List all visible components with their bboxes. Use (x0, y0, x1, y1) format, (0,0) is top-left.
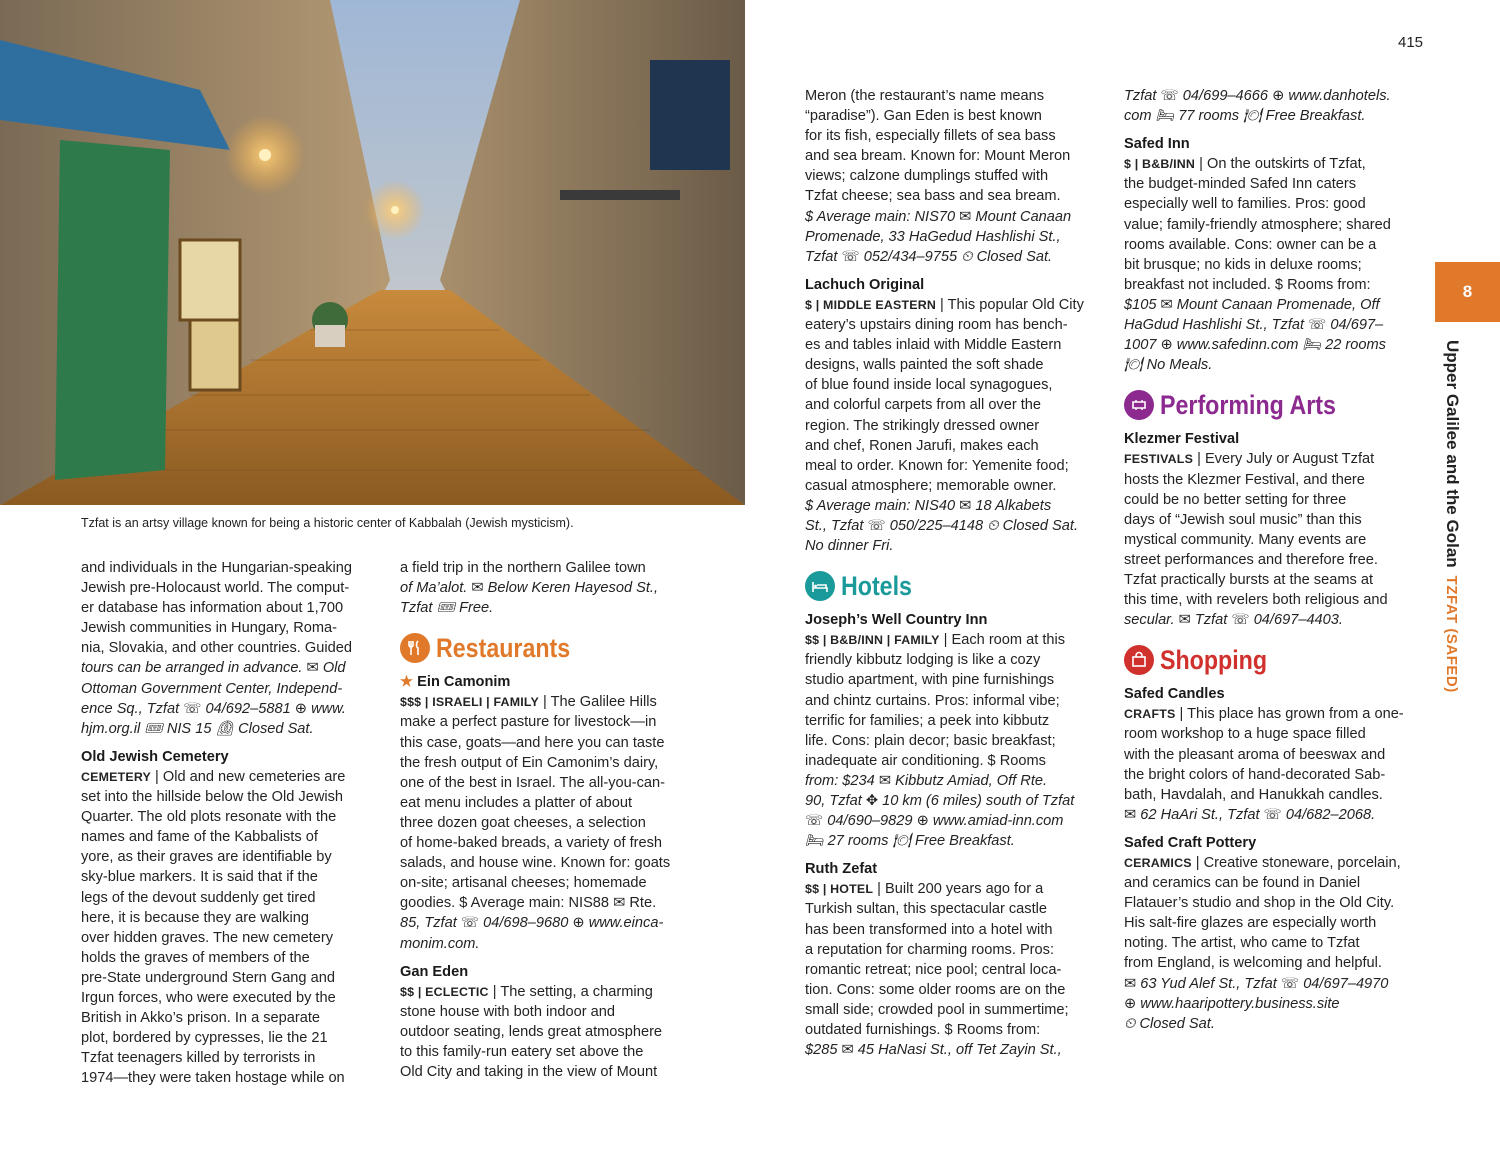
entry-tag: CRAFTS (1124, 707, 1176, 722)
text-line: stone house with both indoor and (400, 1003, 616, 1020)
text-line: of Ma’alot. ✉ Below Keren Hayesod St., (400, 580, 659, 597)
text-line: | This popular Old City (936, 296, 1084, 313)
text-line: region. The strikingly dressed owner (805, 417, 1040, 434)
text-line: plot, bordered by cypresses, lie the 21 (81, 1030, 328, 1047)
entry-tag: $ | B&B/INN (1124, 157, 1196, 172)
text-line: outdated furnishings. $ Rooms from: (805, 1022, 1041, 1039)
text-line: Promenade, 33 HaGedud Hashlishi St., (805, 228, 1061, 245)
text-line: romantic retreat; nice pool; central loca- (805, 961, 1062, 978)
text-line: pre-State underground Stern Gang and (81, 969, 335, 986)
text-line: Old City and taking in the view of Mount (400, 1064, 658, 1081)
text-line: bath, Havdalah, and Hanukkah candles. (1124, 786, 1383, 803)
entry-name-gan-eden: Gan Eden (400, 963, 469, 980)
text-line: meal to order. Known for: Yemenite food; (805, 457, 1069, 474)
entry-name-safed-candles: Safed Candles (1124, 686, 1225, 703)
text-line: hjm.org.il 🎟 NIS 15 ⏲ Closed Sat. (81, 720, 314, 737)
text-line: for its fish, especially fillets of sea bass (805, 128, 1056, 145)
entry-name-safed-craft-pottery: Safed Craft Pottery (1124, 834, 1257, 851)
entry-name-josephs-well: Joseph’s Well Country Inn (805, 612, 988, 629)
text-line: value; family-friendly atmosphere; shared (1124, 216, 1391, 233)
section-title: Restaurants (436, 633, 571, 664)
section-title: Hotels (841, 571, 912, 602)
text-line: inadequate air conditioning. $ Rooms (805, 752, 1046, 769)
text-line: small side; crowded pool in summertime; (805, 1001, 1069, 1018)
text-line: | Creative stoneware, porcelain, (1191, 855, 1401, 871)
text-line: of blue found inside local synagogues, (805, 377, 1053, 394)
text-line: monim.com. (400, 935, 480, 952)
text-line: $105 ✉ Mount Canaan Promenade, Off (1124, 296, 1380, 313)
column-3 (805, 86, 1105, 1060)
text-line: with the pleasant aroma of beeswax and (1124, 746, 1386, 763)
text-line: holds the graves of members of the (81, 949, 310, 966)
text-line: British in Akko’s prison. In a separate (81, 1010, 321, 1027)
text-line: HaGdud Hashlishi St., Tzfat ☏ 04/697– (1124, 317, 1384, 334)
text-line: ence Sq., Tzfat ☏ 04/692–5881 ⊕ www. (81, 700, 346, 717)
entry-tag: FESTIVALS (1124, 452, 1194, 467)
entry-tag: CERAMICS (1124, 856, 1192, 870)
text-line: yore, as their graves are identifiable by (81, 849, 332, 866)
text-line: | Old and new cemeteries are (150, 768, 346, 785)
text-line: could be no better setting for three (1124, 491, 1347, 508)
text-line: | This place has grown from a one- (1175, 706, 1404, 723)
text-line: Quarter. The old plots resonate with the (81, 809, 337, 826)
entry-name-lachuch-original: Lachuch Original (805, 276, 925, 293)
text-line: Tzfat cheese; sea bass and sea bream. (805, 188, 1061, 205)
text-line: over hidden graves. The new cemetery (81, 929, 334, 946)
text-line: and chintz curtains. Pros: informal vibe; (805, 692, 1060, 709)
text-line: three dozen goat cheeses, a selection (400, 814, 646, 831)
section-header-hotels (805, 566, 1105, 606)
text-line: tours can be arranged in advance. ✉ Old (81, 660, 346, 677)
text-line: room workshop to a huge space filled (1124, 726, 1366, 743)
text-line: casual atmosphere; memorable owner. (805, 477, 1057, 494)
text-line: has been transformed into a hotel with (805, 921, 1053, 938)
chapter-subtitle: TZFAT (SAFED) (1443, 575, 1460, 693)
entry-name-klezmer-festival: Klezmer Festival (1124, 431, 1240, 448)
text-line: on-site; artisanal cheeses; homemade (400, 875, 647, 892)
text-line: | Every July or August Tzfat (1193, 451, 1375, 468)
text-line: Flatauer’s studio and shop in the Old City. (1124, 895, 1395, 912)
text-line: 1007 ⊕ www.safedinn.com 🛏 22 rooms (1124, 337, 1386, 354)
text-line: hosts the Klezmer Festival, and there (1124, 471, 1365, 488)
shopping-bag-icon (1124, 645, 1154, 675)
column-2 (400, 558, 700, 1082)
text-line: 🍽 No Meals. (1124, 357, 1213, 374)
text-line: sky-blue markers. It is said that if the (81, 869, 318, 886)
text-line: and ceramics can be found in Daniel (1124, 875, 1361, 892)
text-line: Meron (the restaurant’s name means (805, 88, 1045, 104)
text-line: especially well to families. Pros: good (1124, 196, 1366, 213)
entry-tag: $$ | ECLECTIC (400, 984, 489, 999)
text-line: ⏲ Closed Sat. (1124, 1015, 1215, 1032)
text-line: Tzfat ☏ 052/434–9755 ⏲ Closed Sat. (805, 248, 1053, 265)
text-line: 1974—they were taken hostage while on (81, 1070, 345, 1087)
text-line: terrific for families; a peek into kibbutz (805, 712, 1050, 729)
restaurant-icon (400, 633, 430, 663)
entry-tag: $ | MIDDLE EASTERN (805, 297, 936, 312)
text-line: bit brusque; no kids in deluxe rooms; (1124, 256, 1362, 273)
text-line: $ Average main: NIS40 ✉ 18 Alkabets (805, 497, 1052, 514)
text-line: | Built 200 years ago for a (873, 881, 1044, 898)
text-line: Turkish sultan, this spectacular castle (805, 901, 1047, 918)
text-line: | The setting, a charming (488, 983, 653, 1000)
star-icon: ★ (400, 674, 414, 691)
text-line: legs of the devout suddenly get tired (81, 889, 316, 906)
text-line: views; calzone dumplings stuffed with (805, 168, 1049, 185)
text-line: Tzfat practically bursts at the seams at (1124, 571, 1373, 588)
text-line: | Each room at this (939, 632, 1066, 649)
text-line: names and fame of the Kabbalists of (81, 829, 318, 846)
section-header-shopping (1124, 640, 1424, 680)
text-line: designs, walls painted the soft shade (805, 357, 1044, 374)
text-line: life. Cons: plain decor; basic breakfast; (805, 732, 1056, 749)
text-line: breakfast not included. $ Rooms from: (1124, 276, 1371, 293)
text-line: and individuals in the Hungarian-speaking (81, 560, 352, 576)
entry-name-ruth-zefat: Ruth Zefat (805, 861, 878, 878)
chapter-number-tab: 8 (1435, 262, 1500, 322)
text-line: here, it is because they are walking (81, 909, 309, 926)
text-line: this time, with revelers both religious and (1124, 592, 1388, 609)
text-line: ⊕ www.haaripottery.business.site (1124, 995, 1340, 1012)
text-line: Tzfat 🎟 Free. (400, 600, 494, 617)
text-line: His salt-fire glazes are especially worth (1124, 915, 1377, 932)
text-line: eat menu includes a platter of about (400, 794, 633, 811)
text-line: and chef, Ronen Jarufi, makes each (805, 437, 1039, 454)
section-title: Performing Arts (1160, 390, 1336, 421)
entry-tag: $$ | B&B/INN | FAMILY (805, 633, 940, 648)
text-line: nia, Slovakia, and other countries. Guided (81, 640, 352, 657)
text-line: the budget-minded Safed Inn caters (1124, 176, 1357, 193)
text-line: days of “Jewish soul music” than this (1124, 511, 1362, 528)
text-line: a reputation for charming rooms. Pros: (805, 941, 1055, 958)
text-line: Tzfat teenagers killed by terrorists in (81, 1050, 316, 1067)
text-line: com 🛏 77 rooms 🍽 Free Breakfast. (1124, 108, 1366, 125)
entry-tag: CEMETERY (81, 769, 151, 784)
text-line: set into the hillside below the Old Jewish (81, 789, 344, 806)
text-line: one of the best in Israel. The all-you-can- (400, 774, 665, 791)
text-line: Tzfat ☏ 04/699–4666 ⊕ www.danhotels. (1124, 88, 1391, 104)
text-line: eatery’s upstairs dining room has bench- (805, 317, 1068, 334)
entry-tag: $$$ | ISRAELI | FAMILY (400, 695, 539, 710)
text-line: ✉ 63 Yud Alef St., Tzfat ☏ 04/697–4970 (1124, 975, 1389, 992)
text-line: from: $234 ✉ Kibbutz Amiad, Off Rte. (805, 772, 1048, 789)
text-line: ☏ 04/690–9829 ⊕ www.amiad-inn.com (805, 813, 1064, 830)
entry-name-safed-inn: Safed Inn (1124, 136, 1190, 153)
text-line: 🛏 27 rooms 🍽 Free Breakfast. (805, 833, 1015, 850)
text-line: $ Average main: NIS70 ✉ Mount Canaan (805, 208, 1072, 225)
text-line: $285 ✉ 45 HaNasi St., off Tet Zayin St., (805, 1042, 1062, 1059)
text-line: tion. Cons: some older rooms are on the (805, 981, 1066, 998)
text-line: of home-baked breads, a variety of fresh (400, 835, 663, 852)
text-line: St., Tzfat ☏ 050/225–4148 ⏲ Closed Sat. (805, 517, 1079, 534)
text-line: Jewish communities in Hungary, Roma- (81, 620, 338, 637)
text-line: friendly kibbutz lodging is like a cozy (805, 652, 1041, 669)
photo-caption: Tzfat is an artsy village known for being a historic center of Kabbalah (Jewish mysticism). (81, 516, 574, 530)
entry-name-ein-camonim: ★ Ein Camonim (400, 674, 511, 691)
section-title: Shopping (1160, 645, 1268, 676)
entry-tag: $$ | HOTEL (805, 882, 874, 897)
text-line: Irgun forces, who were executed by the (81, 989, 336, 1006)
text-line: noting. The artist, who came to Tzfat (1124, 935, 1360, 952)
bed-icon (805, 571, 835, 601)
text-line: rooms available. Cons: owner can be a (1124, 236, 1377, 253)
section-header-restaurants (400, 628, 700, 668)
text-line: the bright colors of hand-decorated Sab- (1124, 766, 1386, 783)
text-line: Jewish pre-Holocaust world. The comput- (81, 580, 350, 597)
text-line: ✉ 62 HaAri St., Tzfat ☏ 04/682–2068. (1124, 806, 1376, 823)
text-line: mystical community. Many events are (1124, 531, 1367, 548)
entry-name-old-jewish-cemetery: Old Jewish Cemetery (81, 748, 229, 765)
text-line: the fresh output of Ein Camonim’s dairy, (400, 754, 659, 771)
text-line: Ottoman Government Center, Independ- (81, 680, 343, 697)
text-line: a field trip in the northern Galilee town (400, 560, 646, 576)
text-line: 90, Tzfat ✥ 10 km (6 miles) south of Tzfat (805, 793, 1075, 809)
performing-arts-icon (1124, 390, 1154, 420)
text-line: street performances and therefore free. (1124, 551, 1378, 568)
text-line: this case, goats—and here you can taste (400, 734, 665, 751)
text-line: make a perfect pasture for livestock—in (400, 714, 657, 731)
text-line: 85, Tzfat ☏ 04/698–9680 ⊕ www.einca- (400, 915, 664, 932)
text-line: No dinner Fri. (805, 538, 894, 555)
text-line: and colorful carpets from all over the (805, 397, 1042, 414)
text-line: secular. ✉ Tzfat ☏ 04/697–4403. (1124, 612, 1343, 629)
text-line: and sea bream. Known for: Mount Meron (805, 148, 1071, 165)
text-line: goodies. $ Average main: NIS88 ✉ Rte. (400, 895, 657, 912)
chapter-running-head (1440, 340, 1464, 693)
text-line: | On the outskirts of Tzfat, (1195, 156, 1366, 173)
text-line: | The Galilee Hills (538, 694, 657, 711)
column-1 (81, 558, 381, 1088)
text-line: to this family-run eatery set above the (400, 1043, 644, 1060)
section-header-performing-arts (1124, 385, 1424, 425)
text-line: es and tables inlaid with Middle Eastern (805, 337, 1062, 354)
chapter-title: Upper Galilee and the Golan (1443, 340, 1462, 568)
column-4 (1124, 86, 1424, 1034)
text-line: “paradise”). Gan Eden is best known (805, 108, 1042, 125)
text-line: from England, is welcoming and helpful. (1124, 955, 1382, 972)
text-line: er database has information about 1,700 (81, 600, 344, 617)
text-line: outdoor seating, lends great atmosphere (400, 1023, 663, 1040)
tzfat-alley-photo (0, 0, 745, 505)
text-line: studio apartment, with pine furnishings (805, 672, 1055, 689)
photo-illustration (0, 0, 745, 505)
page-number: 415 (1398, 34, 1424, 51)
text-line: salads, and house wine. Known for: goats (400, 855, 671, 872)
